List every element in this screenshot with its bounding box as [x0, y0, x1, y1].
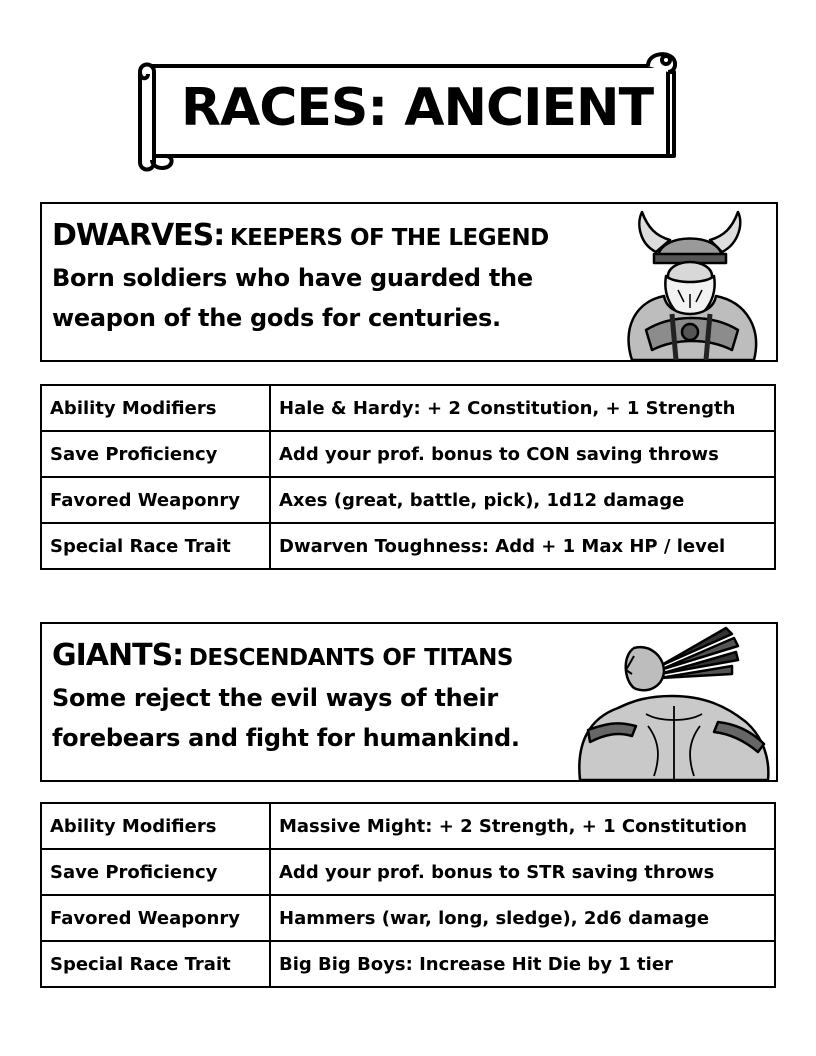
race-stats-table-dwarves [40, 384, 776, 570]
stat-label: Save Proficiency [41, 431, 270, 477]
stat-value: Big Big Boys: Increase Hit Die by 1 tier [270, 941, 775, 987]
horned-dwarf-warrior-portrait-icon [612, 210, 772, 360]
race-text-block [52, 218, 612, 338]
race-heading [52, 218, 612, 258]
stat-value: Add your prof. bonus to CON saving throws [270, 431, 775, 477]
stat-label: Save Proficiency [41, 849, 270, 895]
stat-label: Special Race Trait [41, 523, 270, 569]
table-row [41, 477, 775, 523]
stat-value: Massive Might: + 2 Strength, + 1 Constitution [270, 803, 775, 849]
stat-label: Special Race Trait [41, 941, 270, 987]
race-heading [52, 638, 612, 678]
stat-label: Favored Weaponry [41, 477, 270, 523]
race-description-line: weapon of the gods for centuries. [52, 304, 501, 332]
stat-value: Hale & Hardy: + 2 Constitution, + 1 Strength [270, 385, 775, 431]
stat-value: Hammers (war, long, sledge), 2d6 damage [270, 895, 775, 941]
race-name: DWARVES: [52, 218, 225, 253]
table-row [41, 895, 775, 941]
feathered-giant-back-portrait-icon [576, 626, 772, 780]
page-title: RACES: ANCIENT [180, 78, 654, 138]
race-banner-giants [40, 622, 778, 782]
race-stats-table-giants [40, 802, 776, 988]
table-row [41, 431, 775, 477]
stat-value: Dwarven Toughness: Add + 1 Max HP / level [270, 523, 775, 569]
table-row [41, 523, 775, 569]
stat-label: Ability Modifiers [41, 803, 270, 849]
race-description-line: forebears and fight for humankind. [52, 724, 520, 752]
race-subtitle: KEEPERS OF THE LEGEND [229, 225, 549, 251]
table-row [41, 941, 775, 987]
stat-label: Favored Weaponry [41, 895, 270, 941]
race-name: GIANTS: [52, 638, 184, 673]
table-row [41, 385, 775, 431]
stat-value: Axes (great, battle, pick), 1d12 damage [270, 477, 775, 523]
race-banner-dwarves [40, 202, 778, 362]
table-row [41, 803, 775, 849]
race-description-line: Born soldiers who have guarded the [52, 264, 533, 292]
table-row [41, 849, 775, 895]
stat-label: Ability Modifiers [41, 385, 270, 431]
race-subtitle: DESCENDANTS OF TITANS [188, 645, 513, 671]
title-scroll-banner [134, 50, 680, 175]
race-description-line: Some reject the evil ways of their [52, 684, 498, 712]
stat-value: Add your prof. bonus to STR saving throws [270, 849, 775, 895]
race-text-block [52, 638, 612, 758]
